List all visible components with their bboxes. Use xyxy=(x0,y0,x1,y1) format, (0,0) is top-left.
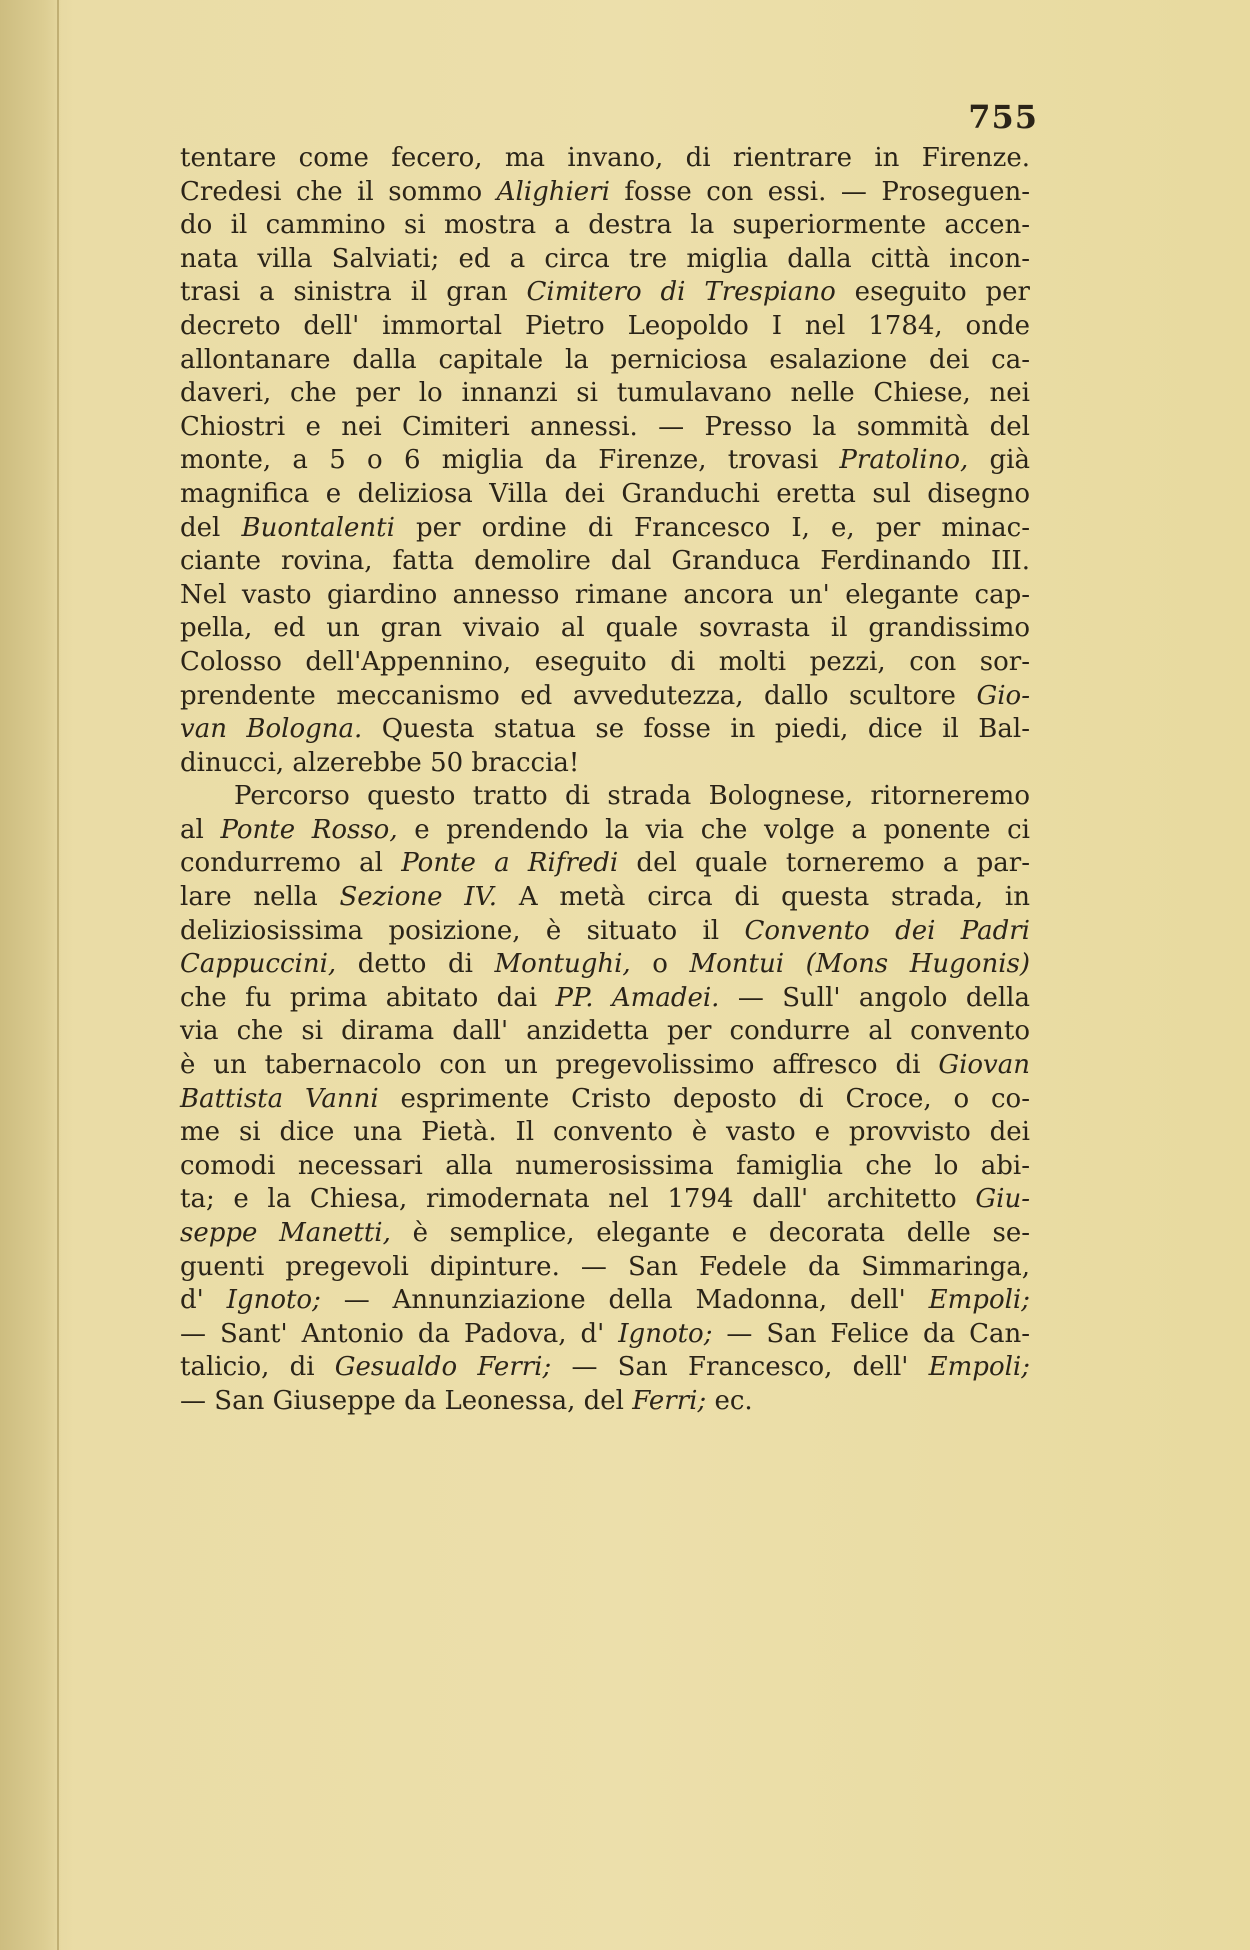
italic-text-segment: seppe Manetti, xyxy=(180,1218,391,1248)
italic-text-segment: Ferri; xyxy=(632,1385,707,1416)
text-segment: per ordine di Francesco I, e, per minac- xyxy=(394,512,1030,543)
italic-text-segment: Giovan xyxy=(938,1050,1030,1081)
text-line xyxy=(180,243,1030,277)
text-segment: eseguito per xyxy=(835,277,1030,308)
italic-text-segment: Giu- xyxy=(975,1184,1030,1215)
italic-text-segment: Ignoto; xyxy=(226,1285,321,1316)
text-line xyxy=(180,176,1030,210)
text-line xyxy=(180,1015,1030,1049)
text-line xyxy=(180,680,1030,714)
text-line xyxy=(180,344,1030,378)
text-line xyxy=(180,881,1030,915)
text-segment: daveri, che per lo innanzi si tumulavano nelle Chiese, nei xyxy=(180,378,1030,409)
text-line xyxy=(180,847,1030,881)
text-segment: Credesi che il sommo xyxy=(180,176,497,207)
text-line xyxy=(180,1049,1030,1083)
italic-text-segment: Gesualdo Ferri; xyxy=(334,1352,552,1383)
text-line xyxy=(180,1385,1030,1419)
text-segment: lare nella xyxy=(180,882,340,913)
page-number: 755 xyxy=(968,98,1038,136)
text-line xyxy=(180,1150,1030,1184)
italic-text-segment: PP. Amadei. xyxy=(555,982,720,1013)
text-line xyxy=(180,209,1030,243)
text-segment: deliziosissima posizione, è situato il xyxy=(180,915,745,946)
italic-text-segment: Gio- xyxy=(976,680,1030,711)
text-line xyxy=(180,1351,1030,1385)
text-segment: via che si dirama dall' anzidetta per condurre al convento xyxy=(180,1016,1030,1047)
text-line xyxy=(180,1183,1030,1217)
text-segment: esprimente Cristo deposto di Croce, o co- xyxy=(378,1083,1030,1114)
text-segment: comodi necessari alla numerosissima famiglia che lo abi- xyxy=(180,1150,1030,1181)
text-line xyxy=(180,478,1030,512)
text-line xyxy=(180,915,1030,949)
italic-text-segment: van Bologna. xyxy=(180,714,363,745)
italic-text-segment: Ponte Rosso, xyxy=(220,814,398,845)
text-line xyxy=(180,512,1030,546)
text-segment: prendente meccanismo ed avvedutezza, dallo scultore xyxy=(180,680,977,711)
italic-text-segment: Sezione IV. xyxy=(339,882,498,913)
text-line xyxy=(180,646,1030,680)
text-segment: d' xyxy=(180,1285,227,1316)
text-line xyxy=(180,276,1030,310)
italic-text-segment: Montughi, xyxy=(494,949,631,980)
text-segment: e prendendo la via che volge a ponente ci xyxy=(397,814,1030,845)
text-segment: trasi a sinistra il gran xyxy=(180,277,527,308)
text-line xyxy=(180,1083,1030,1117)
text-segment: Percorso questo tratto di strada Bolognese, ritorneremo xyxy=(234,781,1030,812)
italic-text-segment: Empoli; xyxy=(928,1352,1030,1383)
text-segment: tentare come fecero, ma invano, di rientrare in Firenze. xyxy=(180,143,1030,173)
italic-text-segment: Empoli; xyxy=(928,1285,1030,1316)
italic-text-segment: Ignoto; xyxy=(618,1318,713,1349)
italic-text-segment: Cappuccini, xyxy=(180,949,337,980)
text-segment: allontanare dalla capitale la perniciosa esalazione dei ca- xyxy=(180,344,1030,375)
text-segment: pella, ed un gran vivaio al quale sovrasta il grandissimo xyxy=(180,613,1030,644)
text-line xyxy=(180,612,1030,646)
text-segment: ec. xyxy=(706,1385,753,1416)
text-line xyxy=(180,1251,1030,1285)
text-segment: del quale torneremo a par- xyxy=(618,848,1031,879)
italic-text-segment: Alighieri xyxy=(496,176,610,207)
text-segment: fosse con essi. — Proseguen- xyxy=(609,176,1030,207)
text-segment: A metà circa di questa strada, in xyxy=(497,882,1030,913)
text-segment: ciante rovina, fatta demolire dal Granduca Ferdinando III. xyxy=(180,546,1030,577)
text-segment: talicio, di xyxy=(180,1352,335,1383)
text-segment: do il cammino si mostra a destra la superiormente accen- xyxy=(180,210,1030,241)
text-segment: decreto dell' immortal Pietro Leopoldo I nel 1784, onde xyxy=(180,310,1030,341)
text-line xyxy=(180,948,1030,982)
text-segment: me si dice una Pietà. Il convento è vasto e provvisto dei xyxy=(180,1117,1030,1148)
text-segment: è semplice, elegante e decorata delle se- xyxy=(390,1218,1031,1248)
text-segment: — Annunziazione della Madonna, dell' xyxy=(320,1285,929,1316)
text-segment: — Sull' angolo della xyxy=(719,982,1030,1013)
text-segment: al xyxy=(180,814,221,845)
text-segment: ta; e la Chiesa, rimodernata nel 1794 dall' architetto xyxy=(180,1184,976,1215)
text-line xyxy=(180,1318,1030,1352)
text-line xyxy=(180,747,1030,781)
text-segment: nata villa Salviati; ed a circa tre miglia dalla città incon- xyxy=(180,243,1030,274)
italic-text-segment: Pratolino, xyxy=(839,445,969,476)
text-line xyxy=(180,814,1030,848)
text-line xyxy=(180,444,1030,478)
text-line xyxy=(180,545,1030,579)
text-line xyxy=(180,1217,1030,1251)
text-segment: monte, a 5 o 6 miglia da Firenze, trovasi xyxy=(180,445,840,476)
body-text xyxy=(180,142,1030,1419)
text-segment: Questa statua se fosse in piedi, dice il Bal- xyxy=(362,714,1031,745)
text-line xyxy=(180,1116,1030,1150)
text-segment: Chiostri e nei Cimiteri annessi. — Presso la sommità del xyxy=(180,411,1030,442)
text-segment: è un tabernacolo con un pregevolissimo affresco di xyxy=(180,1050,939,1081)
text-segment: del xyxy=(180,512,242,543)
text-line xyxy=(180,780,1030,814)
italic-text-segment: Montui (Mons Hugonis) xyxy=(689,949,1031,980)
text-segment: detto di xyxy=(336,949,495,980)
page-gutter xyxy=(0,0,62,1950)
text-segment: dinucci, alzerebbe 50 braccia! xyxy=(180,747,580,778)
text-line xyxy=(180,982,1030,1016)
text-line xyxy=(180,1284,1030,1318)
italic-text-segment: Convento dei Padri xyxy=(744,915,1030,946)
text-segment: Colosso dell'Appennino, eseguito di molti pezzi, con sor- xyxy=(180,646,1030,677)
italic-text-segment: Ponte a Rifredi xyxy=(401,848,619,879)
text-line xyxy=(180,411,1030,445)
text-segment: già xyxy=(968,445,1030,476)
text-line xyxy=(180,377,1030,411)
text-segment: Nel vasto giardino annesso rimane ancora un' elegante cap- xyxy=(180,579,1030,610)
text-segment: magnifica e deliziosa Villa dei Granduchi eretta sul disegno xyxy=(180,478,1030,509)
italic-text-segment: Cimitero di Trespiano xyxy=(526,277,836,308)
text-segment: — Sant' Antonio da Padova, d' xyxy=(180,1318,619,1349)
italic-text-segment: Battista Vanni xyxy=(180,1083,379,1114)
text-segment: — San Giuseppe da Leonessa, del xyxy=(180,1385,633,1416)
text-segment: — San Felice da Can- xyxy=(712,1318,1030,1349)
italic-text-segment: Buontalenti xyxy=(241,512,395,543)
text-segment: guenti pregevoli dipinture. — San Fedele da Simmaringa, xyxy=(180,1251,1030,1282)
text-segment: — San Francesco, dell' xyxy=(551,1352,929,1383)
text-line xyxy=(180,142,1030,176)
text-line xyxy=(180,310,1030,344)
text-line xyxy=(180,713,1030,747)
text-segment: condurremo al xyxy=(180,848,402,879)
text-segment: che fu prima abitato dai xyxy=(180,982,556,1013)
text-segment: o xyxy=(630,949,690,980)
text-line xyxy=(180,579,1030,613)
gutter-binding-line xyxy=(57,0,59,1950)
